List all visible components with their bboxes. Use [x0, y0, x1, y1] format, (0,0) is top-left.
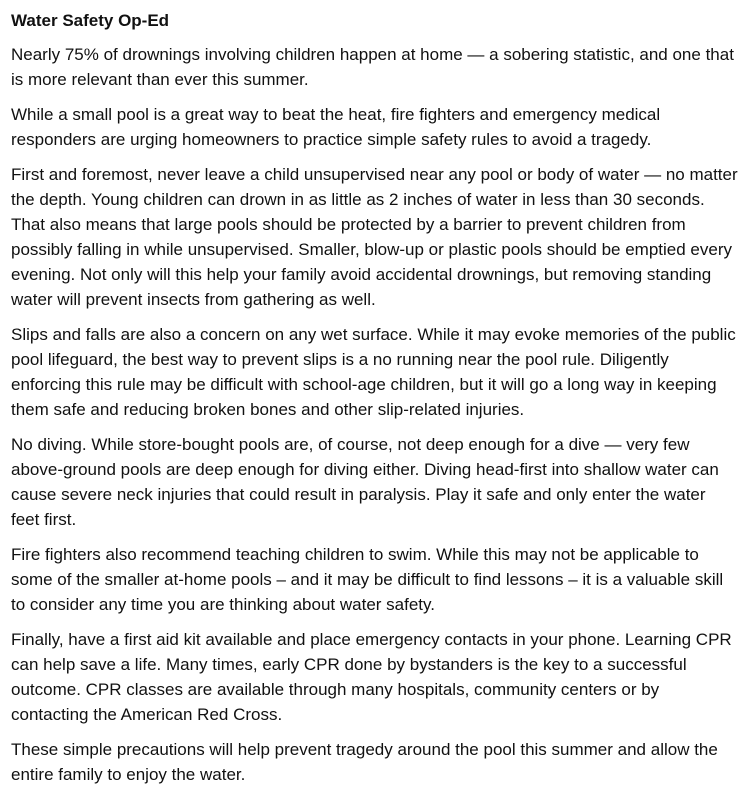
paragraph-conclusion: These simple precautions will help prevent tragedy around the pool this summer and allow the entire family to enjoy the water.: [11, 740, 718, 784]
paragraph-slips-falls: Slips and falls are also a concern on any wet surface. While it may evoke memories of the public pool lifeguard, the best way to prevent slips is a no running near the pool rule. Diligently enforcing this rule may be difficult with school-age children, but it will go a long way in keeping them safe and reducing broken bones and other slip-related injuries.: [11, 325, 736, 419]
paragraph-swimming: Fire fighters also recommend teaching children to swim. While this may not be applicable to some of the smaller at-home pools – and it may be difficult to find lessons – it is a valuable skill to consider any time you are thinking about water safety.: [11, 545, 724, 614]
paragraph-statistic: Nearly 75% of drownings involving children happen at home — a sobering statistic, and one that is more relevant than ever this summer.: [11, 45, 734, 89]
paragraph-first-aid: Finally, have a first aid kit available and place emergency contacts in your phone. Learning CPR can help save a life. Many times, early CPR done by bystanders is the key to a successful outcome. CPR classes are available through many hospitals, community centers or by contacting the American Red Cross.: [11, 630, 732, 724]
paragraph-supervision: First and foremost, never leave a child unsupervised near any pool or body of water — no matter the depth. Young children can drown in as little as 2 inches of water in less than 30 seconds. That also means that large pools should be protected by a barrier to prevent children from possibly falling in while unsupervised. Smaller, blow-up or plastic pools should be emptied every evening. Not only will this help your family avoid accidental drownings, but removing standing water will prevent insects from gathering as well.: [11, 165, 738, 309]
paragraph-intro: While a small pool is a great way to beat the heat, fire fighters and emergency medical responders are urging homeowners to practice simple safety rules to avoid a tragedy.: [11, 105, 661, 149]
article-title: Water Safety Op-Ed: [11, 11, 170, 30]
paragraph-no-diving: No diving. While store-bought pools are, of course, not deep enough for a dive — very few above-ground pools are deep enough for diving either. Diving head-first into shallow water can cause severe neck injuries that could result in paralysis. Play it safe and only enter the water feet first.: [11, 435, 719, 529]
